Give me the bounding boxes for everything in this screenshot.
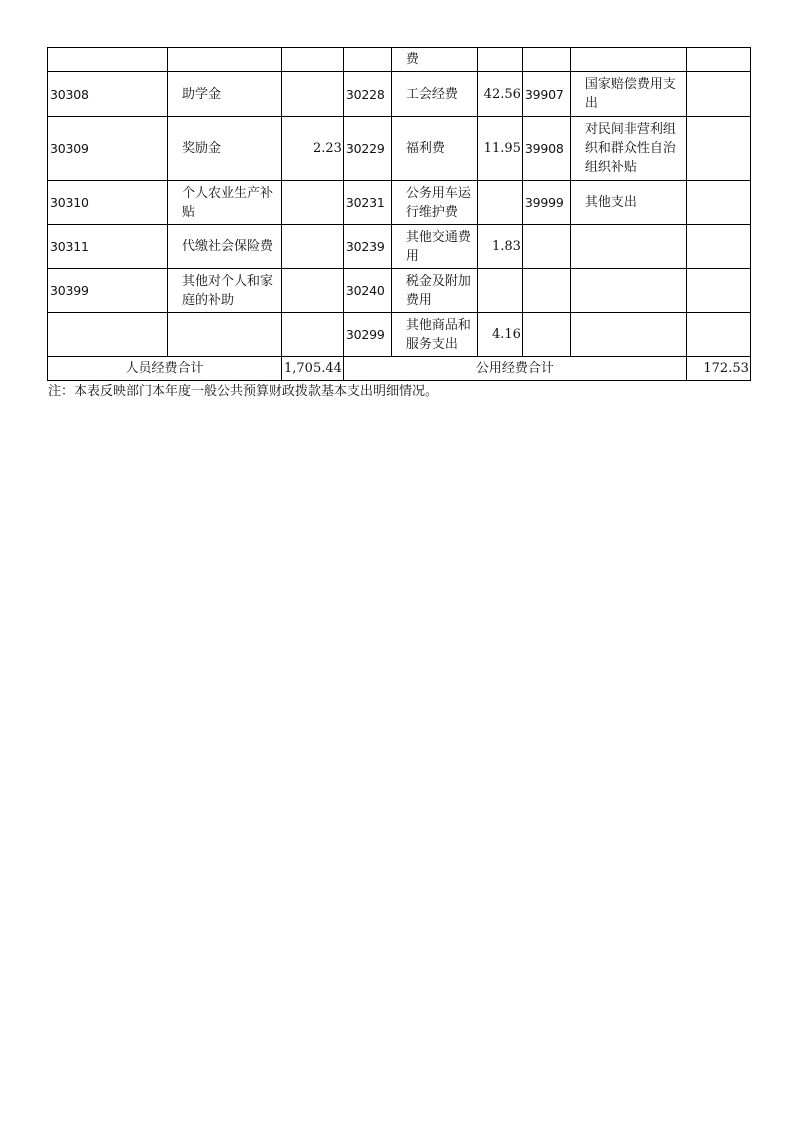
econ-code: 30299 — [343, 313, 391, 357]
econ-code: 30311 — [48, 225, 168, 269]
econ-name: 代缴社会保险费 — [168, 225, 282, 269]
econ-code — [522, 225, 570, 269]
econ-code: 39908 — [522, 117, 570, 181]
econ-name: 工会经费 — [391, 72, 477, 117]
econ-name: 国家赔偿费用支出 — [570, 72, 686, 117]
amount — [477, 269, 522, 313]
personnel-total-label: 人员经费合计 — [48, 357, 282, 381]
amount — [686, 72, 750, 117]
econ-name: 个人农业生产补贴 — [168, 181, 282, 225]
amount — [686, 181, 750, 225]
econ-code: 30399 — [48, 269, 168, 313]
econ-code: 30310 — [48, 181, 168, 225]
econ-name: 奖励金 — [168, 117, 282, 181]
public-total-label: 公用经费合计 — [343, 357, 686, 381]
amount — [686, 117, 750, 181]
econ-name: 其他支出 — [570, 181, 686, 225]
amount — [477, 181, 522, 225]
amount: 2.23 — [282, 117, 344, 181]
econ-code: 30239 — [343, 225, 391, 269]
continuation-text: 费 — [391, 48, 477, 72]
econ-code — [522, 269, 570, 313]
econ-name — [570, 225, 686, 269]
table-row-continuation — [48, 48, 751, 72]
expenditure-detail-table — [47, 47, 751, 381]
amount — [282, 225, 344, 269]
econ-code: 30231 — [343, 181, 391, 225]
econ-code: 30228 — [343, 72, 391, 117]
amount — [282, 313, 344, 357]
econ-name — [570, 313, 686, 357]
table-footnote: 注：本表反映部门本年度一般公共预算财政拨款基本支出明细情况。 — [48, 384, 439, 399]
econ-name: 其他交通费用 — [391, 225, 477, 269]
econ-code — [48, 313, 168, 357]
econ-code: 30308 — [48, 72, 168, 117]
amount — [282, 72, 344, 117]
amount: 1.83 — [477, 225, 522, 269]
econ-code: 30309 — [48, 117, 168, 181]
econ-code: 30240 — [343, 269, 391, 313]
econ-name: 其他对个人和家庭的补助 — [168, 269, 282, 313]
econ-code: 39907 — [522, 72, 570, 117]
table-row — [48, 269, 751, 313]
amount — [686, 313, 750, 357]
econ-name — [168, 313, 282, 357]
table-row — [48, 117, 751, 181]
econ-name: 税金及附加费用 — [391, 269, 477, 313]
econ-code: 39999 — [522, 181, 570, 225]
totals-row — [48, 357, 751, 381]
econ-code: 30229 — [343, 117, 391, 181]
personnel-total-value: 1,705.44 — [282, 357, 344, 381]
econ-name: 助学金 — [168, 72, 282, 117]
table-row — [48, 72, 751, 117]
table-row — [48, 313, 751, 357]
econ-code — [522, 313, 570, 357]
amount: 11.95 — [477, 117, 522, 181]
table-row — [48, 181, 751, 225]
amount: 4.16 — [477, 313, 522, 357]
econ-name: 福利费 — [391, 117, 477, 181]
econ-name: 其他商品和服务支出 — [391, 313, 477, 357]
econ-name: 对民间非营利组织和群众性自治组织补贴 — [570, 117, 686, 181]
amount — [282, 269, 344, 313]
public-total-value: 172.53 — [686, 357, 750, 381]
amount — [686, 269, 750, 313]
amount — [282, 181, 344, 225]
amount — [686, 225, 750, 269]
table-row — [48, 225, 751, 269]
econ-name: 公务用车运行维护费 — [391, 181, 477, 225]
amount: 42.56 — [477, 72, 522, 117]
econ-name — [570, 269, 686, 313]
